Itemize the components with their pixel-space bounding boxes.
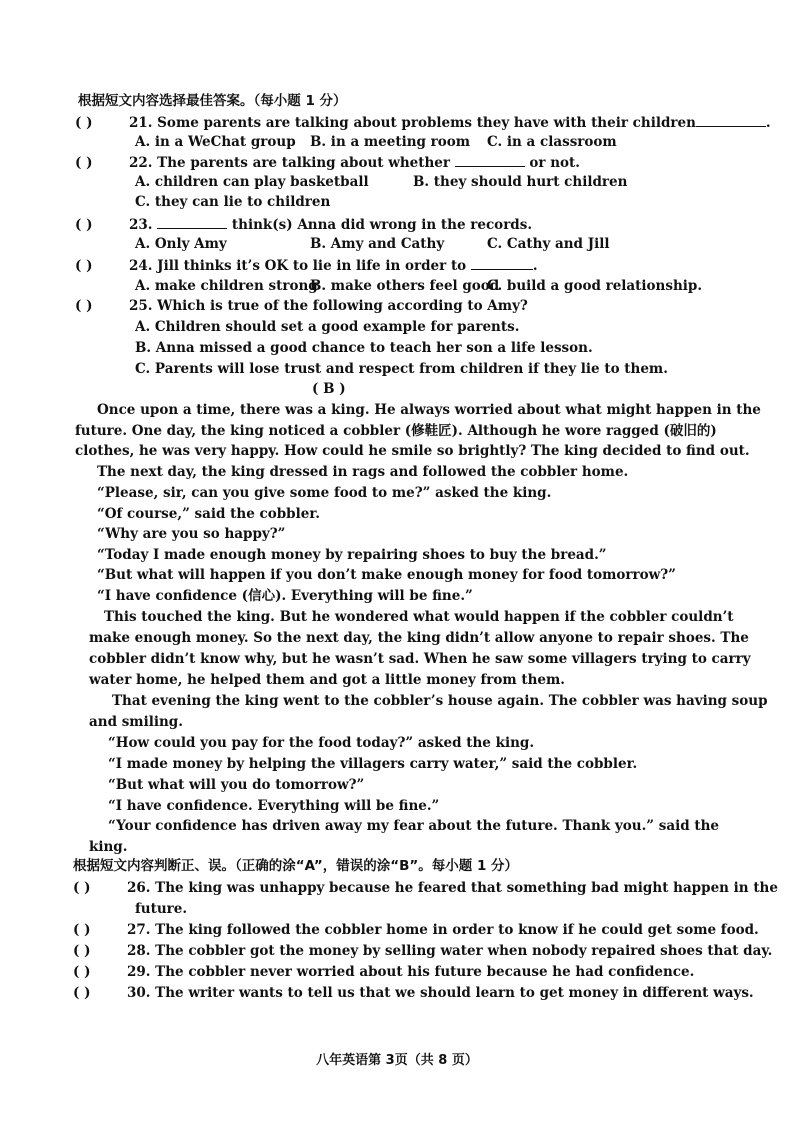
passage-line: That evening the king went to the cobbler’s house again. The cobbler was having soup xyxy=(112,693,768,709)
option-a: A. Only Amy xyxy=(135,236,227,252)
passage-line: “Why are you so happy?” xyxy=(97,526,286,542)
answer-blank xyxy=(471,257,533,270)
question-28: ( ) 28. The cobbler got the money by selling water when nobody repaired shoes that day. xyxy=(73,943,773,959)
question-23: ( ) 23. think(s) Anna did wrong in the records. xyxy=(75,217,533,233)
passage-line: “But what will happen if you don’t make enough money for food tomorrow?” xyxy=(97,567,676,583)
option-b: B. Amy and Cathy xyxy=(310,236,445,252)
question-24: ( ) 24. Jill thinks it’s OK to lie in life in order to . xyxy=(75,258,538,274)
answer-paren[interactable]: ( ) xyxy=(73,922,91,938)
passage-line: future. One day, the king noticed a cobbler (修鞋匠). Although he wore ragged (破旧的) xyxy=(75,423,717,439)
question-26: ( ) 26. The king was unhappy because he feared that something bad might happen in the xyxy=(73,880,778,896)
answer-blank xyxy=(455,154,525,167)
option-b: B. in a meeting room xyxy=(310,134,471,150)
answer-paren[interactable]: ( ) xyxy=(73,985,91,1001)
passage-line: This touched the king. But he wondered what would happen if the cobbler couldn’t xyxy=(104,609,734,625)
question-24-options xyxy=(135,278,735,294)
passage-line: water home, he helped them and got a little money from them. xyxy=(89,672,565,688)
answer-paren[interactable]: ( ) xyxy=(75,298,93,314)
option-c: C. build a good relationship. xyxy=(487,278,703,294)
question-22: ( ) 22. The parents are talking about whether or not. xyxy=(75,155,580,171)
passage-line: clothes, he was very happy. How could he smile so brightly? The king decided to find out. xyxy=(75,443,750,459)
question-30: ( ) 30. The writer wants to tell us that we should learn to get money in different ways. xyxy=(73,985,754,1001)
answer-paren[interactable]: ( ) xyxy=(75,217,93,233)
passage-b-label: ( B ) xyxy=(312,381,346,397)
passage-line: and smiling. xyxy=(89,714,183,730)
option-c: C. Parents will lose trust and respect from children if they lie to them. xyxy=(135,361,668,377)
option-a: A. children can play basketball xyxy=(135,174,369,190)
option-b: B. they should hurt children xyxy=(413,174,628,190)
question-29: ( ) 29. The cobbler never worried about his future because he had confidence. xyxy=(73,964,695,980)
question-21: ( ) 21. Some parents are talking about problems they have with their children . xyxy=(75,115,771,131)
page-footer: 八年英语第 3页（共 8 页） xyxy=(316,1053,478,1068)
passage-line: “I have confidence. Everything will be fine.” xyxy=(108,798,440,814)
question-26-continued: future. xyxy=(135,901,188,917)
passage-line: “I have confidence (信心). Everything will be fine.” xyxy=(97,588,473,604)
passage-line: make enough money. So the next day, the king didn’t allow anyone to repair shoes. The xyxy=(89,630,749,646)
passage-line: “How could you pay for the food today?” asked the king. xyxy=(108,735,535,751)
passage-line: “Please, sir, can you give some food to me?” asked the king. xyxy=(97,485,552,501)
option-c: C. in a classroom xyxy=(487,134,617,150)
passage-line: “But what will you do tomorrow?” xyxy=(108,777,365,793)
passage-line: “Your confidence has driven away my fear about the future. Thank you.” said the xyxy=(108,818,720,834)
passage-line: “I made money by helping the villagers carry water,” said the cobbler. xyxy=(108,756,638,772)
question-27: ( ) 27. The king followed the cobbler home in order to know if he could get some food. xyxy=(73,922,759,938)
option-b: B. make others feel good xyxy=(310,278,500,294)
question-22-options-2 xyxy=(135,194,735,210)
answer-blank xyxy=(696,114,766,127)
answer-paren[interactable]: ( ) xyxy=(73,964,91,980)
option-c: C. Cathy and Jill xyxy=(487,236,610,252)
option-b: B. Anna missed a good chance to teach her son a life lesson. xyxy=(135,340,593,356)
question-25: ( ) 25. Which is true of the following according to Amy? xyxy=(75,298,528,314)
section2-instruction: 根据短文内容判断正、误。（正确的涂“A”，错误的涂“B”。每小题 1 分） xyxy=(73,858,519,874)
option-a: A. in a WeChat group xyxy=(135,134,296,150)
option-a: A. Children should set a good example for parents. xyxy=(135,319,520,335)
option-c: C. they can lie to children xyxy=(135,194,331,210)
passage-line: “Today I made enough money by repairing shoes to buy the bread.” xyxy=(97,547,607,563)
passage-line: “Of course,” said the cobbler. xyxy=(97,506,320,522)
answer-paren[interactable]: ( ) xyxy=(73,880,91,896)
passage-line: cobbler didn’t know why, but he wasn’t sad. When he saw some villagers trying to carry xyxy=(89,651,751,667)
question-23-options xyxy=(135,236,735,252)
question-21-options xyxy=(135,134,735,150)
answer-paren[interactable]: ( ) xyxy=(75,258,93,274)
question-22-options xyxy=(135,174,735,190)
passage-line: Once upon a time, there was a king. He always worried about what might happen in the xyxy=(97,402,761,418)
answer-blank xyxy=(157,216,227,229)
answer-paren[interactable]: ( ) xyxy=(75,115,93,131)
section1-instruction: 根据短文内容选择最佳答案。（每小题 1 分） xyxy=(78,93,347,109)
passage-line: king. xyxy=(89,839,128,855)
passage-line: The next day, the king dressed in rags and followed the cobbler home. xyxy=(97,464,629,480)
answer-paren[interactable]: ( ) xyxy=(73,943,91,959)
answer-paren[interactable]: ( ) xyxy=(75,155,93,171)
option-a: A. make children strong xyxy=(135,278,318,294)
